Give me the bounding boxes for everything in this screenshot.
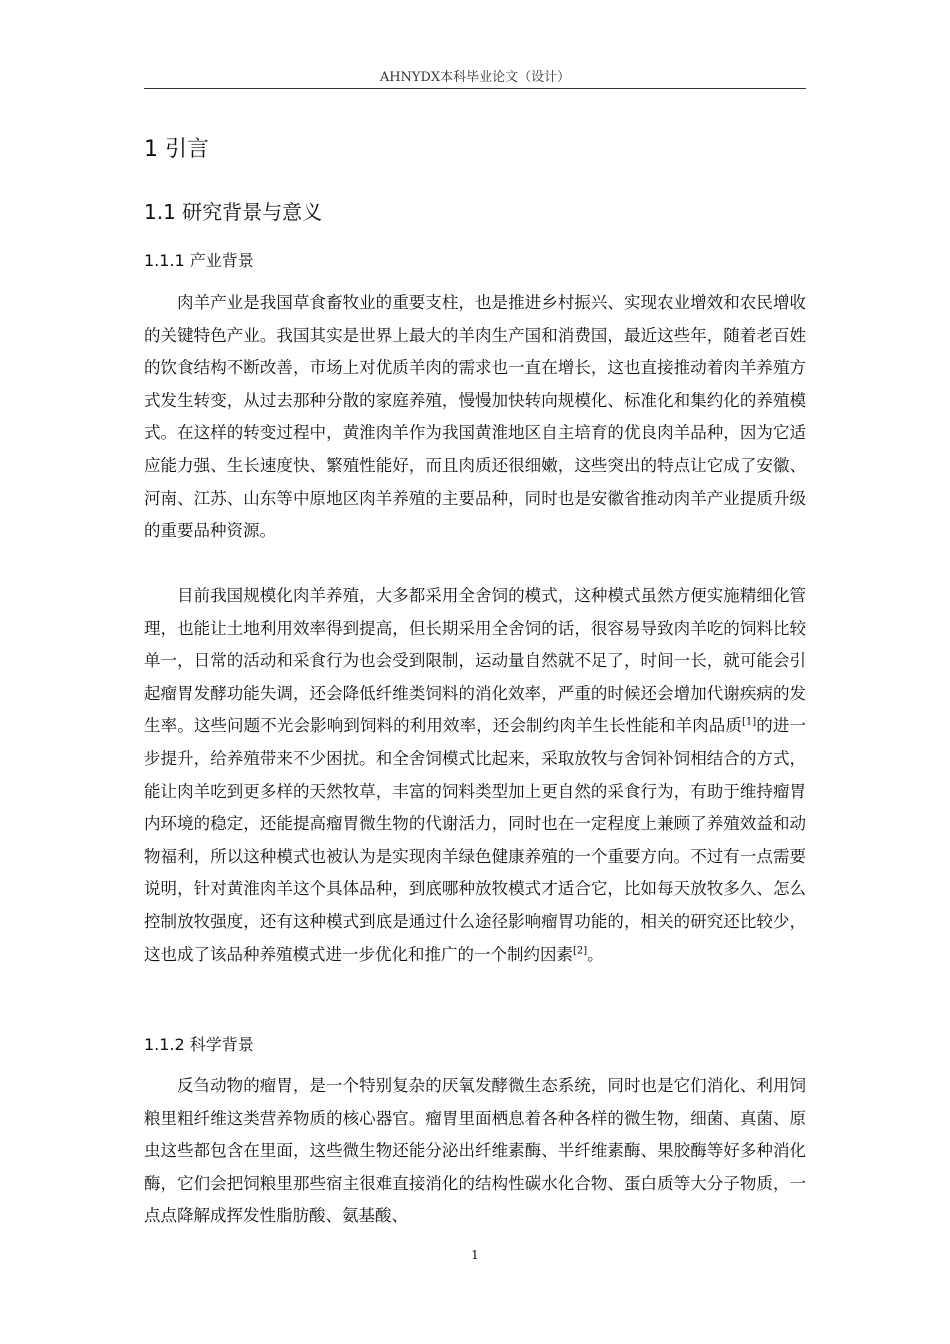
page-number: 1 xyxy=(471,1248,479,1262)
running-header: AHNYDX本科毕业论文（设计） xyxy=(379,70,571,85)
paragraph-text: 目前我国规模化肉羊养殖，大多都采用全舍饲的模式，这种模式虽然方便实施精细化管理，也能让土地利用效率得到提高，但长期采用全舍饲的话，很容易导致肉羊吃的饲料比较单一，日常的活动和采食行为也会受到限制，运动量自然就不足了，时间一长，就可能会引起瘤胃发酵功能失调，还会降低纤维类饲料的消化效率，严重的时候还会增加代谢疾病的发生率。这些问题不光会影响到饲料的利用效率，还会制约肉羊生长性能和羊肉品质 xyxy=(144,586,806,736)
citation-ref-1: [1] xyxy=(742,716,757,728)
paragraph-industry-background: 肉羊产业是我国草食畜牧业的重要支柱，也是推进乡村振兴、实现农业增效和农民增收的关键特色产业。我国其实是世界上最大的羊肉生产国和消费国，最近这些年，随着老百姓的饮食结构不断改善，市场上对优质羊肉的需求也一直在增长，这也直接推动着肉羊养殖方式发生转变，从过去那种分散的家庭养殖，慢慢加快转向规模化、标准化和集约化的养殖模式。在这样的转变过程中，黄淮肉羊作为我国黄淮地区自主培育的优良肉羊品种，因为它适应能力强、生长速度快、繁殖性能好，而且肉质还很细嫩，这些突出的特点让它成了安徽、河南、江苏、山东等中原地区肉羊养殖的主要品种，同时也是安徽省推动肉羊产业提质升级的重要品种资源。 xyxy=(144,293,806,541)
section-heading: 1.1 研究背景与意义 xyxy=(144,200,323,224)
citation-ref-2: [2] xyxy=(573,945,588,957)
header-divider xyxy=(144,88,806,89)
subsection-heading-science: 1.1.2 科学背景 xyxy=(144,1035,254,1054)
paragraph-text: 。 xyxy=(587,944,604,964)
paragraph-feeding-mode xyxy=(144,580,806,971)
paragraph-science-background: 反刍动物的瘤胃，是一个特别复杂的厌氧发酵微生态系统，同时也是它们消化、利用饲粮里粗纤维这类营养物质的核心器官。瘤胃里面栖息着各种各样的微生物，细菌、真菌、原虫这些都包含在里面，这些微生物还能分泌出纤维素酶、半纤维素酶、果胶酶等好多种消化酶，它们会把饲粮里那些宿主很难直接消化的结构性碳水化合物、蛋白质等大分子物质，一点点降解成挥发性脂肪酸、氨基酸、 xyxy=(144,1076,806,1226)
paragraph-text: 的进一步提升，给养殖带来不少困扰。和全舍饲模式比起来，采取放牧与舍饲补饲相结合的方式，能让肉羊吃到更多样的天然牧草，丰富的饲料类型加上更自然的采食行为，有助于维持瘤胃内环境的稳定，还能提高瘤胃微生物的代谢活力，同时也在一定程度上兼顾了养殖效益和动物福利，所以这种模式也被认为是实现肉羊绿色健康养殖的一个重要方向。不过有一点需要说明，针对黄淮肉羊这个具体品种，到底哪种放牧模式才适合它，比如每天放牧多久、怎么控制放牧强度，还有这种模式到底是通过什么途径影响瘤胃功能的，相关的研究还比较少，这也成了该品种养殖模式进一步优化和推广的一个制约因素 xyxy=(144,716,807,964)
chapter-heading: 1 引言 xyxy=(144,137,209,162)
subsection-heading-industry: 1.1.1 产业背景 xyxy=(144,251,254,270)
